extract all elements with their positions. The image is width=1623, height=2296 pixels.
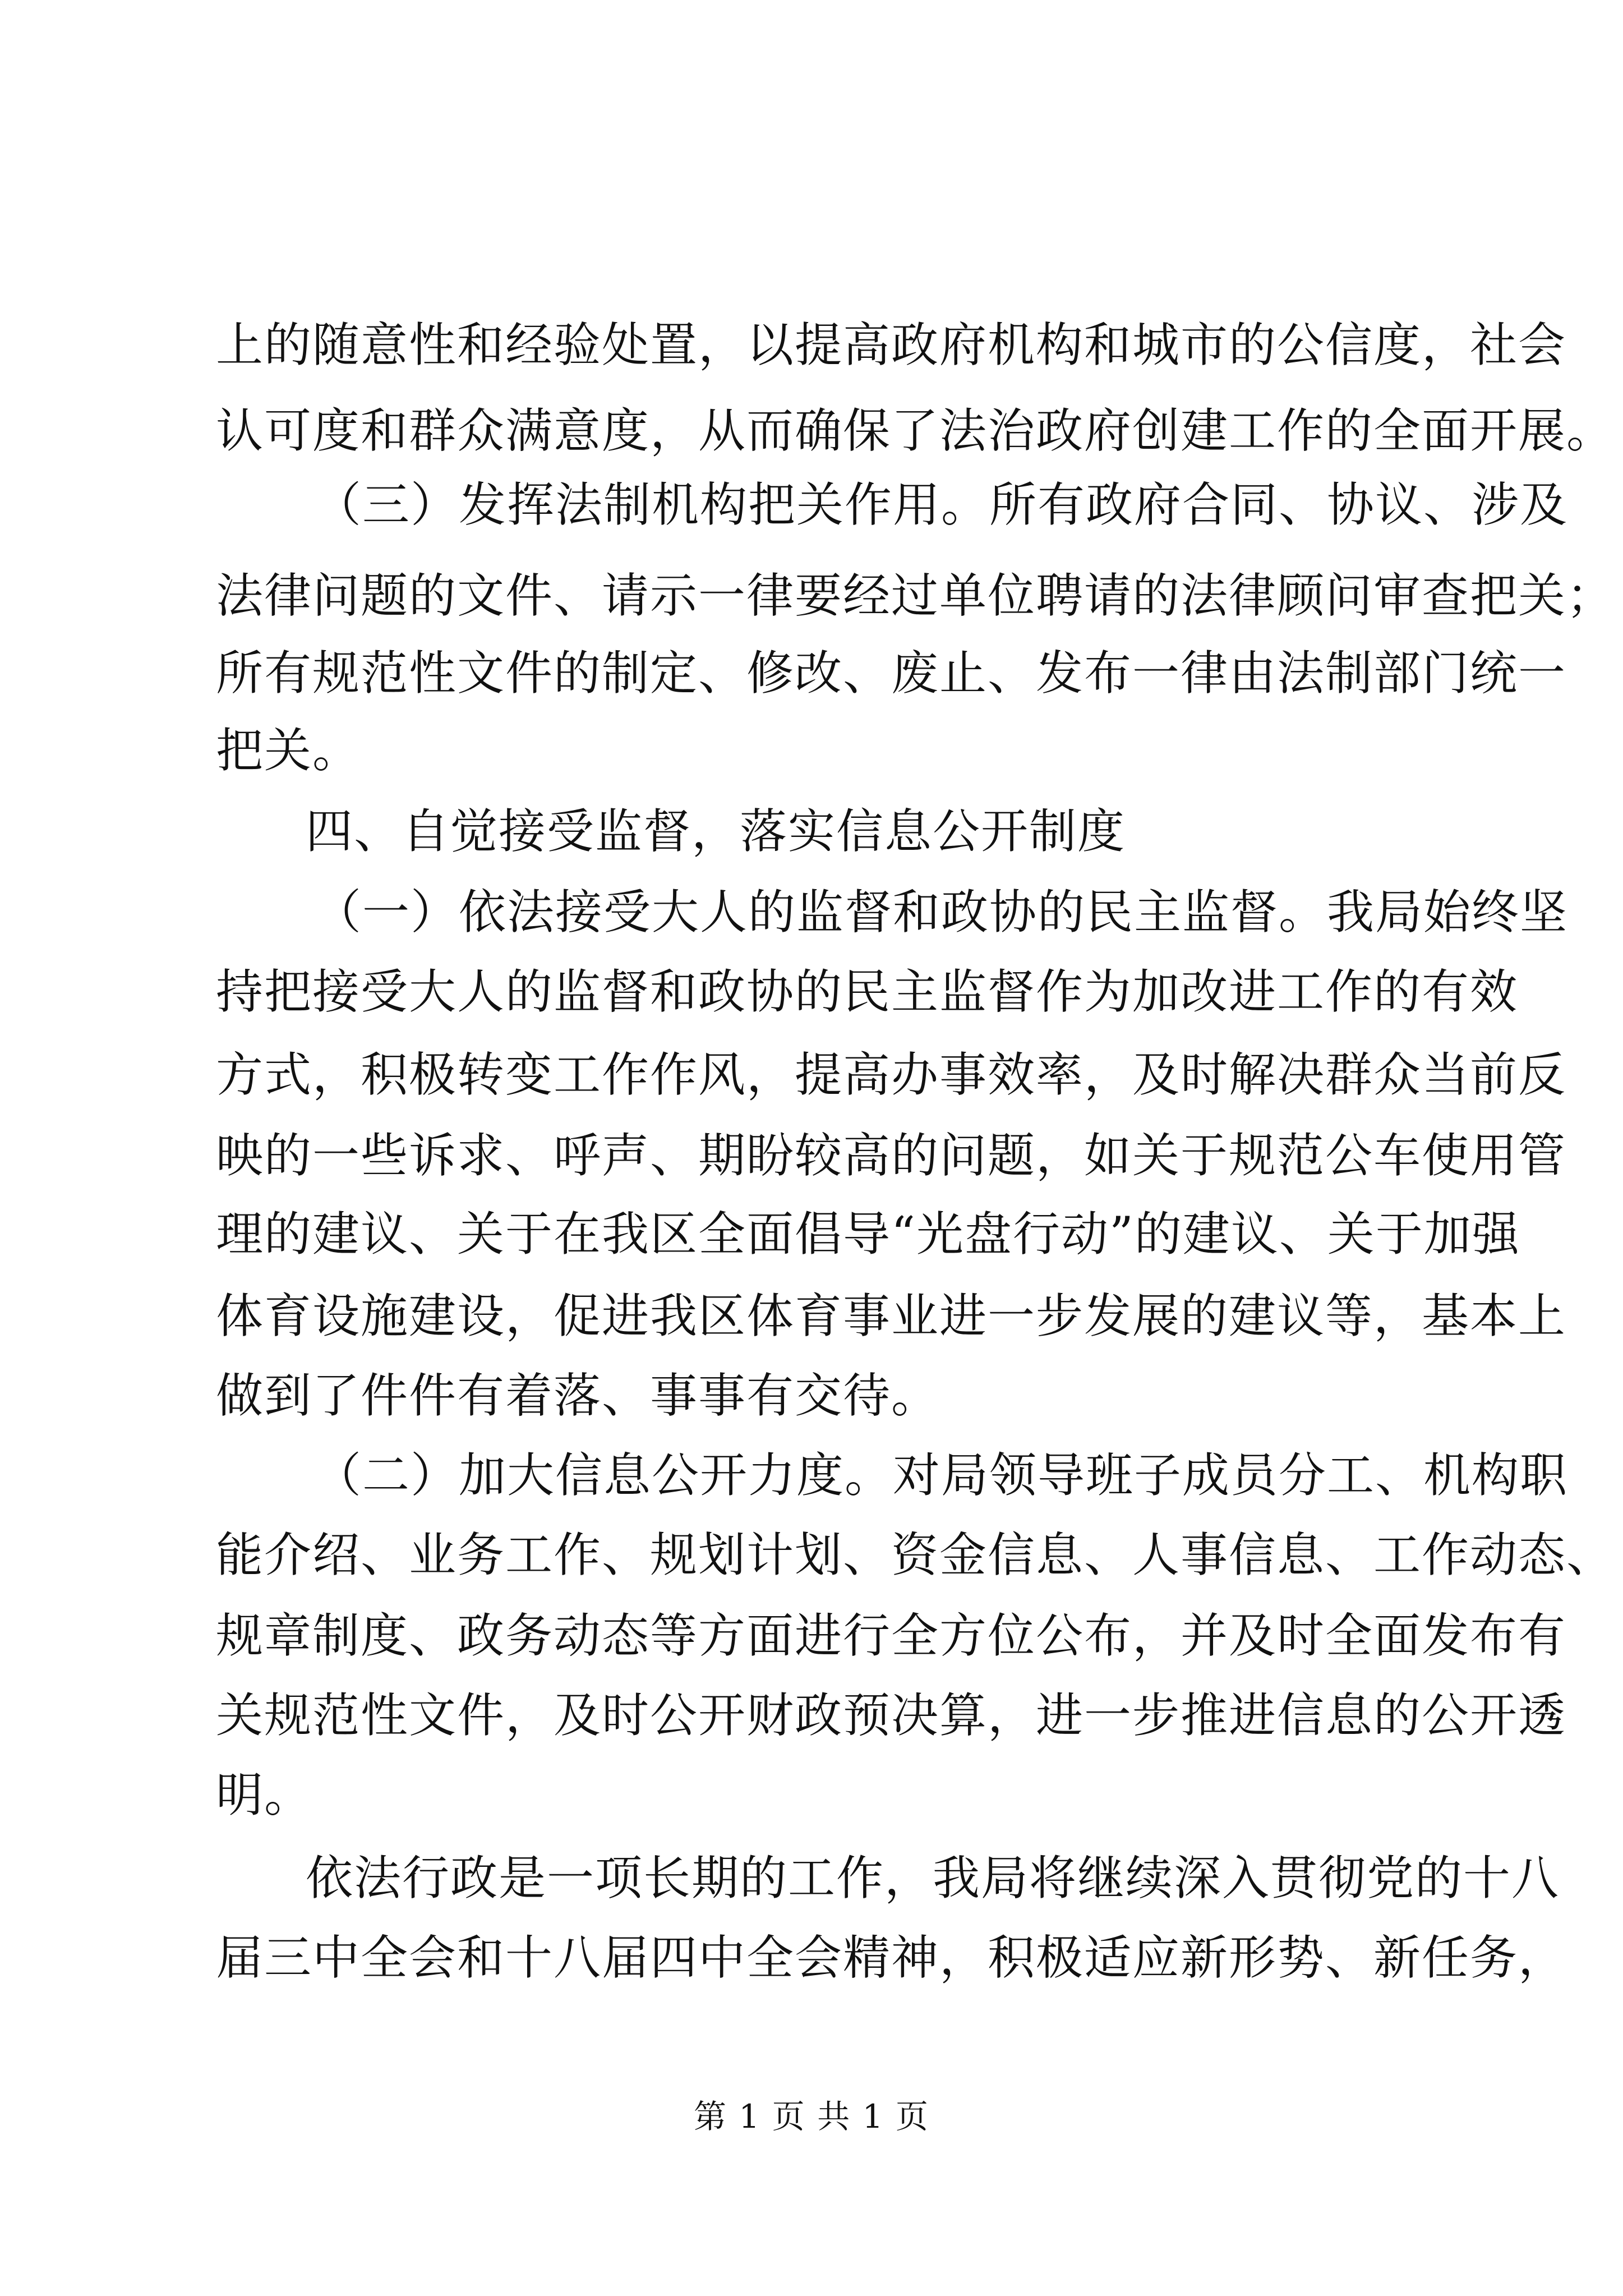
text-line: 关规范性文件，及时公开财政预决算，进一步推进信息的公开透 [216, 1688, 1567, 1743]
text-line: 体育设施建设，促进我区体育事业进一步发展的建议等，基本上 [216, 1289, 1567, 1343]
text-line: 能介绍、业务工作、规划计划、资金信息、人事信息、工作动态、 [216, 1527, 1615, 1582]
text-line: （一）依法接受大人的监督和政协的民主监督。我局始终坚 [314, 885, 1569, 940]
text-line: 依法行政是一项长期的工作，我局将继续深入贯彻党的十八 [306, 1851, 1560, 1906]
text-line: 明。 [216, 1768, 313, 1823]
text-line: 认可度和群众满意度，从而确保了法治政府创建工作的全面开展。 [216, 403, 1615, 458]
section-heading: 四、自觉接受监督，落实信息公开制度 [306, 804, 1126, 859]
text-line: （三）发挥法制机构把关作用。所有政府合同、协议、涉及 [314, 477, 1569, 532]
text-line: （二）加大信息公开力度。对局领导班子成员分工、机构职 [314, 1448, 1569, 1503]
text-line: 届三中全会和十八届四中全会精神，积极适应新形势、新任务， [216, 1930, 1567, 1985]
text-line: 做到了件件有着落、事事有交待。 [216, 1368, 940, 1423]
text-line: 规章制度、政务动态等方面进行全方位公布，并及时全面发布有 [216, 1608, 1567, 1663]
text-line: 映的一些诉求、呼声、期盼较高的问题，如关于规范公车使用管 [216, 1128, 1567, 1183]
text-line: 理的建议、关于在我区全面倡导“光盘行动”的建议、关于加强 [216, 1207, 1520, 1262]
page-number-footer: 第 1 页 共 1 页 [694, 2097, 929, 2136]
text-line: 上的随意性和经验处置，以提高政府机构和城市的公信度，社会 [216, 318, 1567, 372]
text-line: 方式，积极转变工作作风，提高办事效率，及时解决群众当前反 [216, 1047, 1567, 1102]
text-line: 所有规范性文件的制定、修改、废止、发布一律由法制部门统一 [216, 646, 1567, 701]
text-line: 把关。 [216, 723, 361, 778]
text-line: 法律问题的文件、请示一律要经过单位聘请的法律顾问审查把关； [216, 568, 1615, 623]
text-line: 持把接受大人的监督和政协的民主监督作为加改进工作的有效 [216, 964, 1519, 1019]
